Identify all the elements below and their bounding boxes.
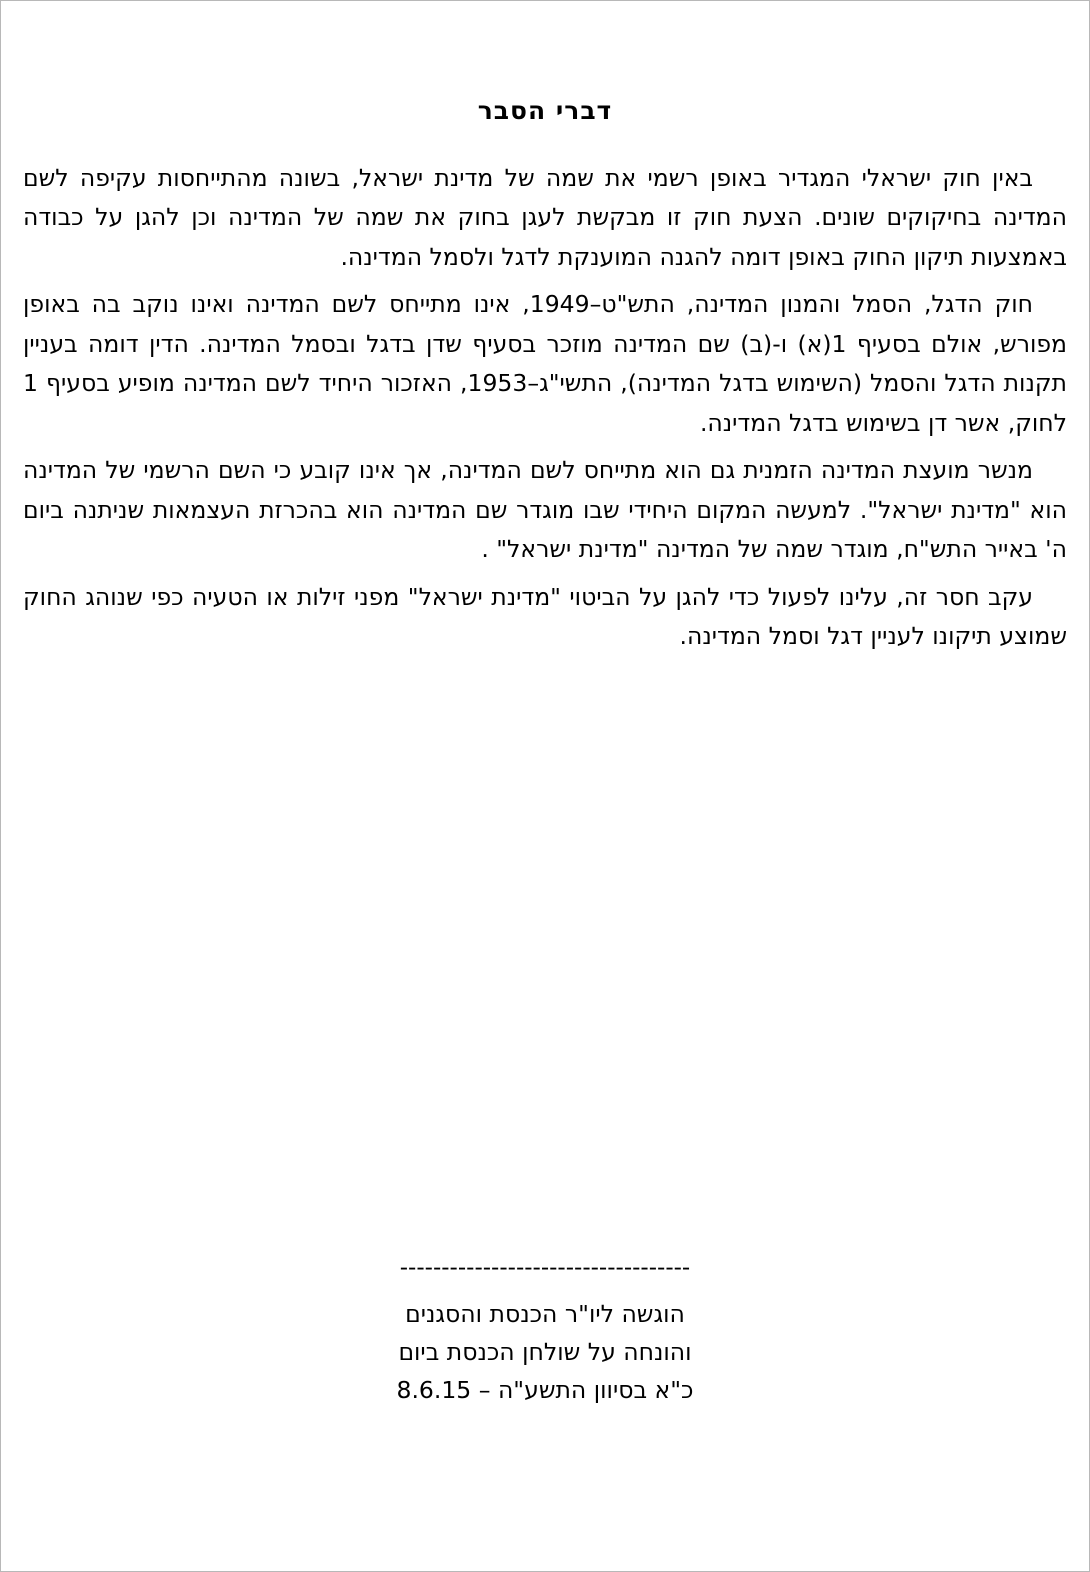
footer-line-2: והונחה על שולחן הכנסת ביום — [398, 1338, 692, 1367]
page-title: דברי הסבר — [477, 96, 613, 125]
paragraph-3: מנשר מועצת המדינה הזמנית גם הוא מתייחס לשם המדינה, אך אינו קובע כי השם הרשמי של המדינה הוא "מדינת ישראל". למעשה המקום היחידי שבו מוגדר שם המדינה הוא בהכרזת העצמאות שניתנה ביום ה' באייר התש"ח, מוגדר שמה של המדינה "מדינת ישראל" . — [23, 456, 1067, 564]
footer-separator: ----------------------------------- — [399, 1256, 691, 1281]
paragraph-4: עקב חסר זה, עלינו לפעול כדי להגן על הביטוי "מדינת ישראל" מפני זילות או הטעיה כפי שנוהג החוק שמוצע תיקונו לעניין דגל וסמל המדינה. — [23, 582, 1067, 651]
footer-line-1: הוגשה ליו"ר הכנסת והסגנים — [405, 1300, 685, 1329]
paragraph-2: חוק הדגל, הסמל והמנון המדינה, התש"ט–1949, אינו מתייחס לשם המדינה ואינו נוקב בה באופן מפורש, אולם בסעיף 1(א) ו-(ב) שם המדינה מוזכר בסעיף שדן בדגל ובסמל המדינה. הדין דומה בעניין תקנות הדגל והסמל (השימוש בדגל המדינה), התשי"ג–1953, האזכור היחיד לשם המדינה מופיע בסעיף 1 לחוק, אשר דן בשימוש בדגל המדינה. — [23, 290, 1068, 437]
document-footer — [23, 1256, 1067, 1409]
document-body — [23, 96, 1067, 657]
paragraph-1: באין חוק ישראלי המגדיר באופן רשמי את שמה של מדינת ישראל, בשונה מהתייחסות עקיפה לשם המדינה בחיקוקים שונים. הצעת חוק זו מבקשת לעגן בחוק את שמה של המדינה וכן להגן על כבודה באמצעות תיקון החוק באופן דומה להגנה המוענקת לדגל ולסמל המדינה. — [23, 164, 1067, 271]
footer-line-3: כ"א בסיוון התשע"ה – 8.6.15 — [396, 1376, 694, 1405]
